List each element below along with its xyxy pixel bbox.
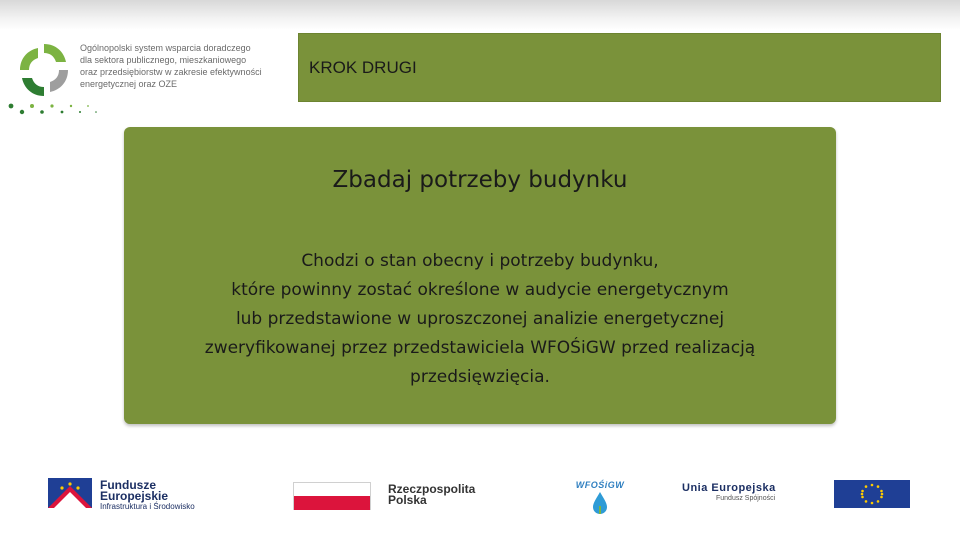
content-panel xyxy=(124,127,836,424)
fe-line: Fundusze xyxy=(100,478,156,492)
step-title: KROK DRUGI xyxy=(309,58,417,77)
recycle-leaf-icon xyxy=(12,38,76,102)
fe-line: Infrastruktura i Środowisko xyxy=(100,502,195,511)
top-gradient-stripe xyxy=(0,0,960,30)
fundusze-europejskie-text xyxy=(100,480,195,512)
logo-line: dla sektora publicznego, mieszkaniowego xyxy=(80,55,247,65)
wfosigw-label: WFOŚiGW xyxy=(575,480,625,490)
panel-body xyxy=(124,247,836,392)
wfosigw-logo xyxy=(565,474,635,518)
eu-flag-icon xyxy=(834,480,910,508)
program-logo-text xyxy=(80,42,280,90)
panel-title: Zbadaj potrzeby budynku xyxy=(332,167,628,193)
logo-line: Ogólnopolski system wsparcia doradczego xyxy=(80,43,251,53)
logo-line: oraz przedsiębiorstw w zakresie efektywności xyxy=(80,67,262,77)
ue-line: Fundusz Spójności xyxy=(716,495,776,502)
panel-line: lub przedstawione w uproszczonej analizie energetycznej xyxy=(235,309,725,329)
rzeczpospolita-text xyxy=(388,484,475,506)
panel-line: Chodzi o stan obecny i potrzeby budynku, xyxy=(301,251,659,271)
pl-line: Polska xyxy=(388,493,427,507)
polish-flag-icon xyxy=(293,482,371,510)
program-logo xyxy=(8,38,278,118)
panel-line: które powinny zostać określone w audycie energetycznym xyxy=(231,280,729,300)
fe-line: Europejskie xyxy=(100,489,169,503)
unia-europejska-text xyxy=(682,482,776,504)
logo-line: energetycznej oraz OZE xyxy=(80,79,178,89)
logo-dots-decoration xyxy=(8,102,108,118)
footer-logos xyxy=(0,470,960,520)
water-drop-icon xyxy=(565,474,635,518)
ue-line: Unia Europejska xyxy=(682,482,776,494)
pl-line: Rzeczpospolita xyxy=(388,482,476,496)
fundusze-europejskie-logo-icon xyxy=(48,478,92,508)
panel-line: zweryfikowanej przez przedstawiciela WFOŚiGW przed realizacją xyxy=(204,338,756,358)
panel-line: przedsięwzięcia. xyxy=(410,367,550,387)
step-header xyxy=(298,33,941,102)
